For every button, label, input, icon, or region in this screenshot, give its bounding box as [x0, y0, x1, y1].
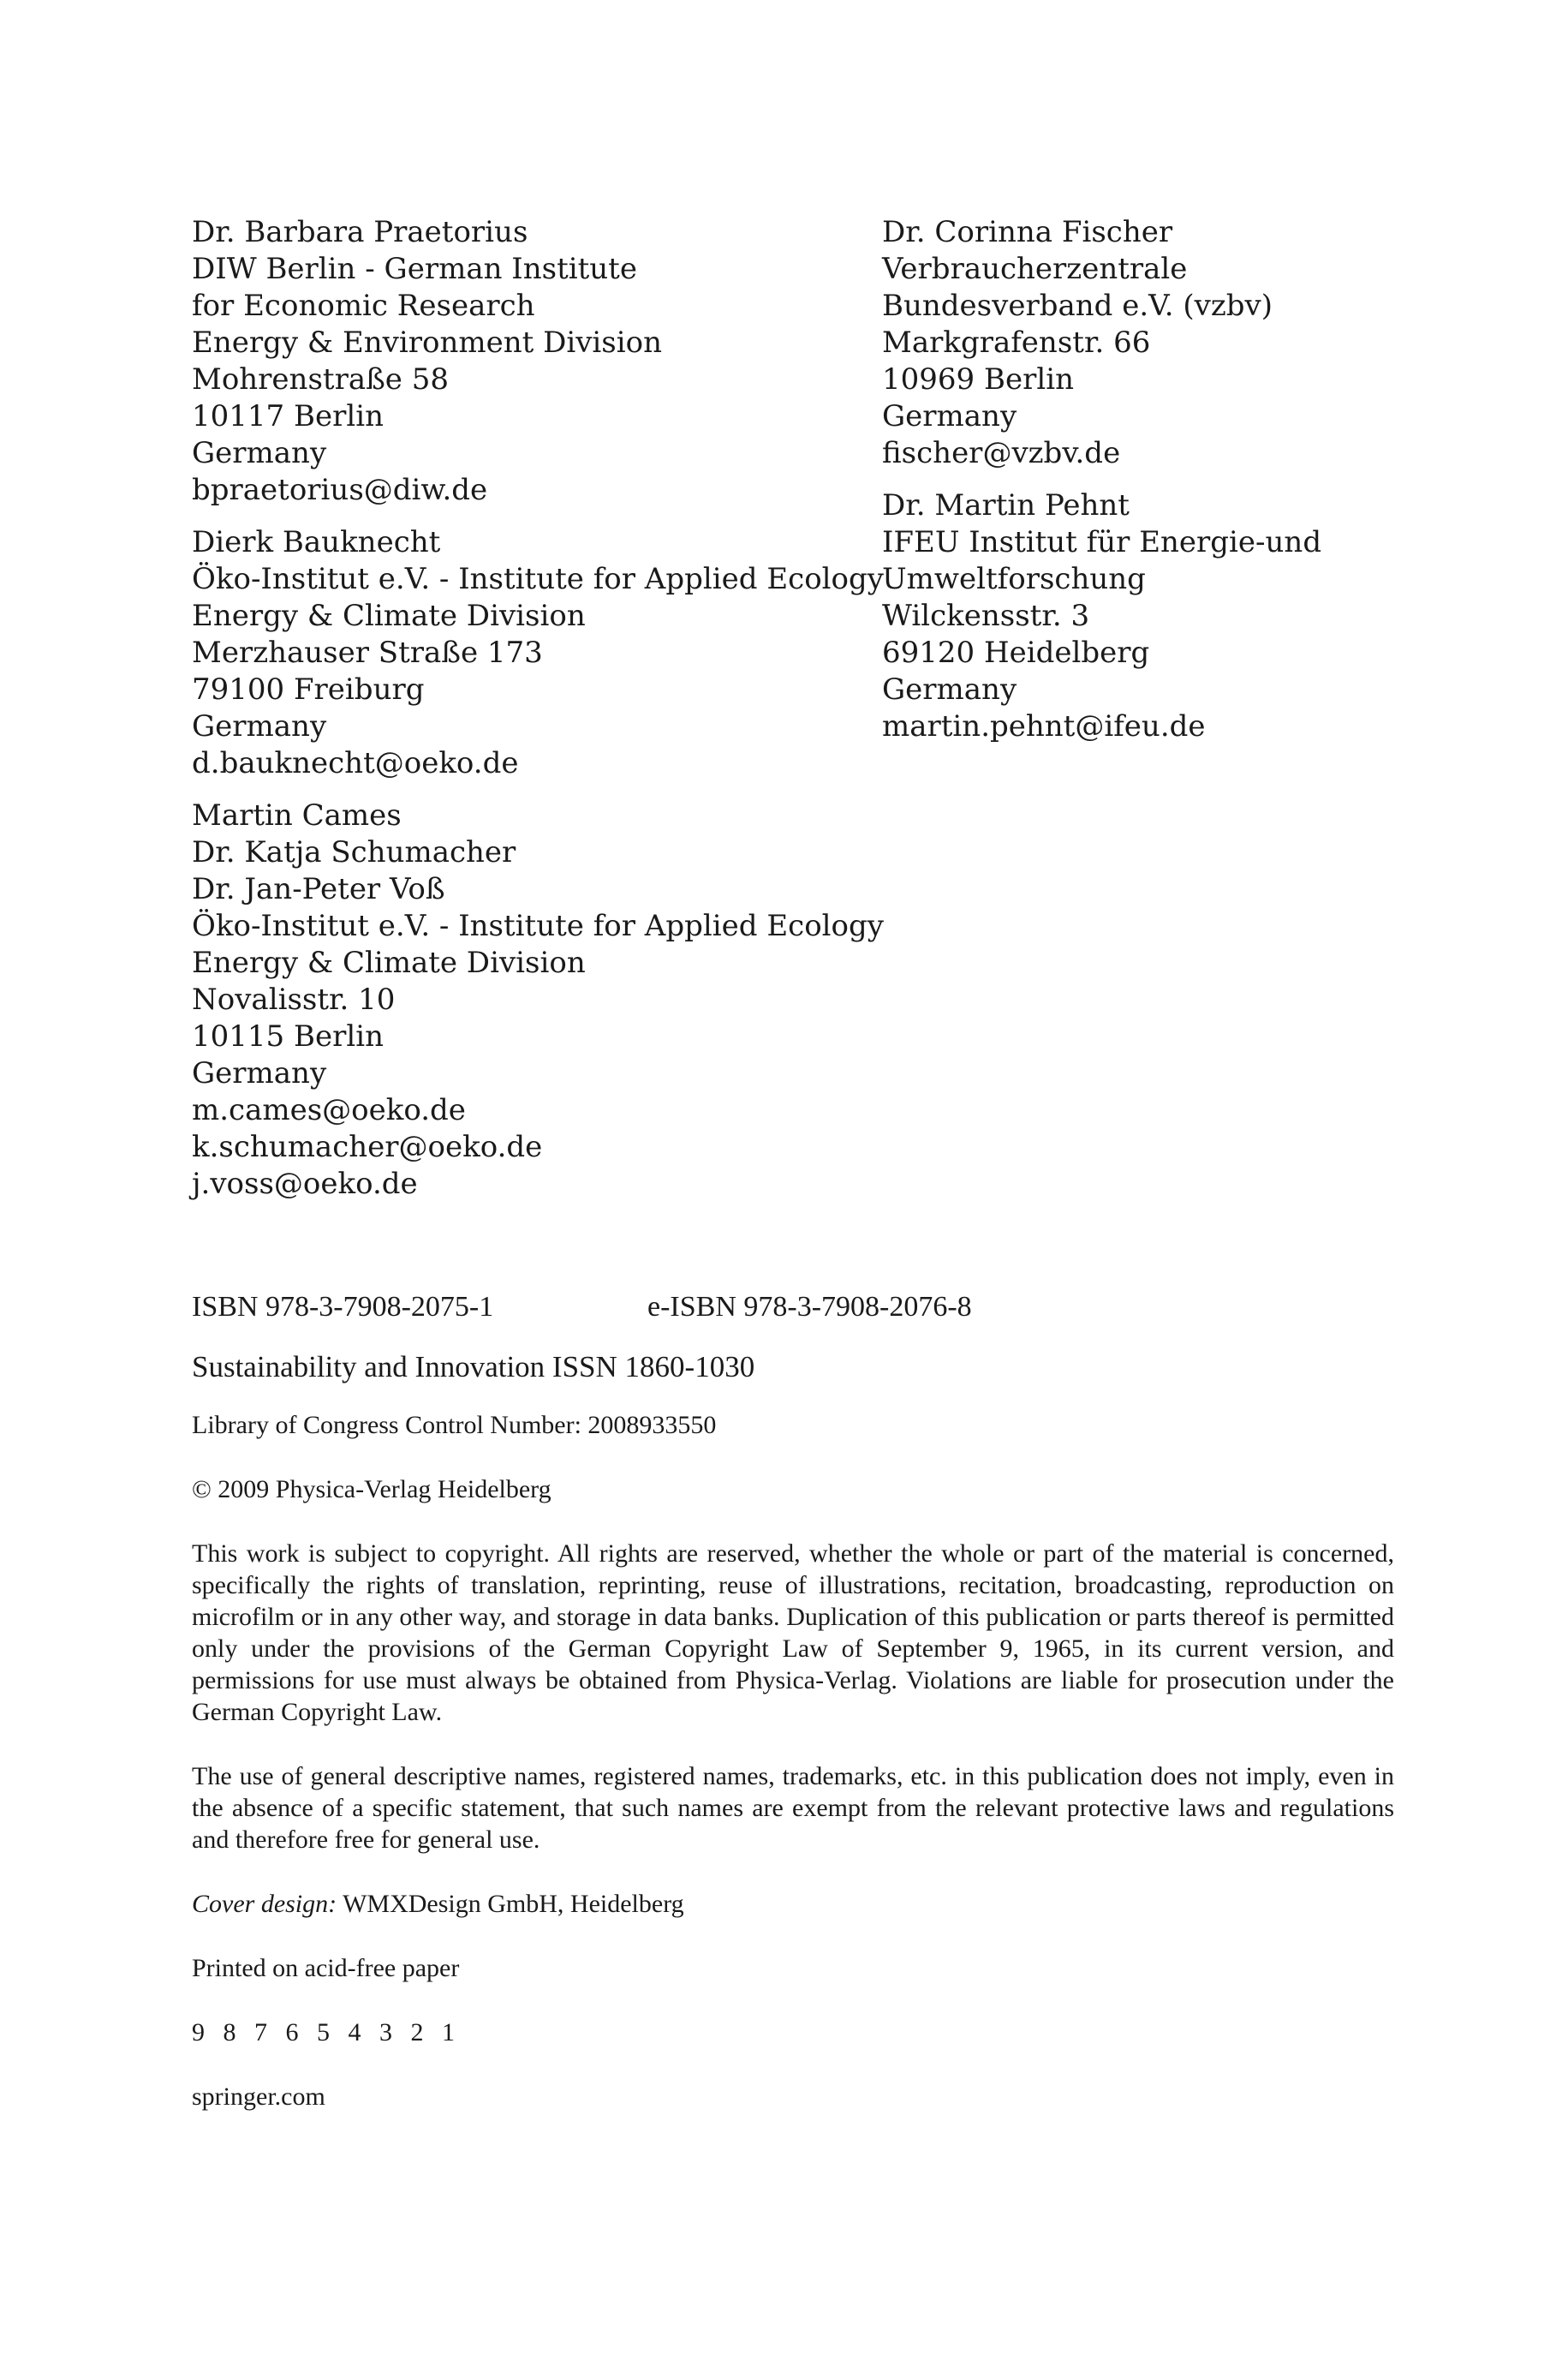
series-issn: Sustainability and Innovation ISSN 1860-1030 — [192, 1350, 755, 1383]
address-line: 10117 Berlin — [192, 399, 384, 433]
address-line: Dr. Barbara Praetorius — [192, 215, 528, 249]
isbn-row — [192, 1289, 1394, 1325]
acid-free-note: Printed on acid-free paper — [192, 1954, 460, 1982]
email-address: fischer@vzbv.de — [882, 436, 1121, 470]
address-line: Germany — [882, 399, 1017, 433]
address-line: Energy & Climate Division — [192, 946, 586, 980]
address-block — [192, 524, 884, 782]
address-line: Novalisstr. 10 — [192, 983, 396, 1017]
address-line: Verbraucherzentrale — [882, 252, 1188, 286]
address-line: Energy & Climate Division — [192, 599, 586, 633]
address-line: Markgrafenstr. 66 — [882, 326, 1151, 360]
copyright-line: © 2009 Physica-Verlag Heidelberg — [192, 1475, 551, 1503]
cover-design-value: WMXDesign GmbH, Heidelberg — [337, 1890, 684, 1918]
address-line: Bundesverband e.V. (vzbv) — [882, 289, 1273, 323]
address-line: 10115 Berlin — [192, 1019, 384, 1054]
left-address-column — [192, 214, 884, 1218]
address-line: Umweltforschung — [882, 562, 1146, 596]
publisher-website: springer.com — [192, 2082, 325, 2111]
address-line: Martin Cames — [192, 798, 402, 833]
email-address: k.schumacher@oeko.de — [192, 1130, 543, 1164]
address-line: 10969 Berlin — [882, 362, 1074, 397]
address-block — [882, 487, 1482, 745]
address-line: Dr. Jan-Peter Voß — [192, 872, 445, 906]
address-line: Dr. Corinna Fischer — [882, 215, 1173, 249]
address-line: Mohrenstraße 58 — [192, 362, 449, 397]
address-block — [192, 798, 884, 1203]
email-address: martin.pehnt@ifeu.de — [882, 709, 1206, 744]
address-line: Wilckensstr. 3 — [882, 599, 1090, 633]
loc-control-number: Library of Congress Control Number: 2008933550 — [192, 1411, 717, 1439]
address-line: Dr. Martin Pehnt — [882, 488, 1130, 523]
address-line: Energy & Environment Division — [192, 326, 662, 360]
address-line: Öko-Institut e.V. - Institute for Applied Ecology — [192, 909, 884, 943]
trademark-paragraph: The use of general descriptive names, registered names, trademarks, etc. in this publication does not imply, even in the absence of a specific statement, that such names are exempt from the relevant protective laws and regulations and therefore free for general use. — [192, 1762, 1394, 1854]
address-line: IFEU Institut für Energie-und — [882, 525, 1322, 559]
address-line: Germany — [192, 436, 327, 470]
cover-design-line — [192, 1888, 1394, 1920]
address-line: Germany — [192, 709, 327, 744]
publication-info — [192, 1289, 1394, 2145]
address-line: 79100 Freiburg — [192, 672, 425, 707]
email-address: d.bauknecht@oeko.de — [192, 746, 519, 780]
cover-design-label: Cover design: — [192, 1890, 337, 1918]
right-address-column — [882, 214, 1482, 761]
email-address: m.cames@oeko.de — [192, 1093, 466, 1127]
address-line: Öko-Institut e.V. - Institute for Applied Ecology — [192, 562, 884, 596]
address-line: DIW Berlin - German Institute — [192, 252, 637, 286]
address-line: Germany — [882, 672, 1017, 707]
address-line: Dierk Bauknecht — [192, 525, 441, 559]
address-line: Dr. Katja Schumacher — [192, 835, 516, 869]
address-line: Germany — [192, 1056, 327, 1090]
print-line: 9 8 7 6 5 4 3 2 1 — [192, 2018, 461, 2046]
rights-paragraph: This work is subject to copyright. All rights are reserved, whether the whole or part of the material is concerned, specifically the rights of translation, reprinting, reuse of illustrations, recitation, broadcasting, reproduction on microfilm or in any other way, and storage in data banks. Duplication of this publication or parts thereof is permitted only under the provisions of the German Copyright Law of September 9, 1965, in its current version, and permissions for use must always be obtained from Physica-Verlag. Violations are liable for prosecution under the German Copyright Law. — [192, 1539, 1394, 1726]
address-block — [192, 214, 877, 509]
isbn: ISBN 978-3-7908-2075-1 — [192, 1291, 494, 1323]
email-address: j.voss@oeko.de — [192, 1167, 418, 1201]
address-line: 69120 Heidelberg — [882, 636, 1150, 670]
eisbn: e-ISBN 978-3-7908-2076-8 — [647, 1291, 972, 1323]
address-line: Merzhauser Straße 173 — [192, 636, 543, 670]
address-line: for Economic Research — [192, 289, 535, 323]
email-address: bpraetorius@diw.de — [192, 473, 488, 507]
address-block — [882, 214, 1482, 472]
